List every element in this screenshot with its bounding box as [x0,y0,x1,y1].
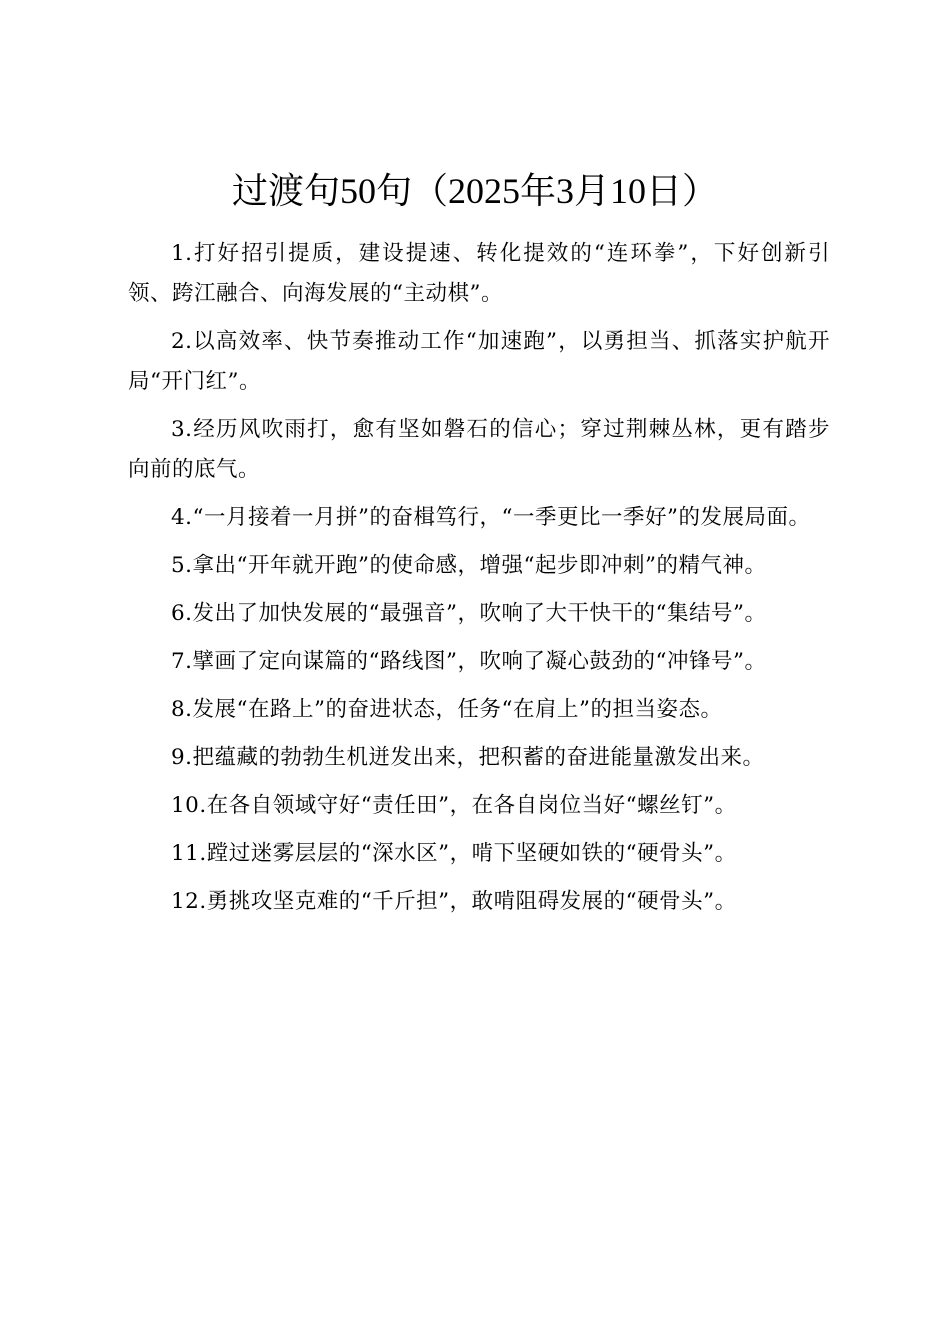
list-item: 1.打好招引提质，建设提速、转化提效的“连环拳”，下好创新引领、跨江融合、向海发展的“主动棋”。 [128,241,830,306]
list-item: 5.拿出“开年就开跑”的使命感，增强“起步即冲刺”的精气神。 [171,553,767,578]
list-item: 10.在各自领域守好“责任田”，在各自岗位当好“螺丝钉”。 [171,793,737,818]
list-item: 6.发出了加快发展的“最强音”，吹响了大干快干的“集结号”。 [171,601,767,626]
list-item: 8.发展“在路上”的奋进状态，任务“在肩上”的担当姿态。 [171,697,723,722]
list-item: 12.勇挑攻坚克难的“千斤担”，敢啃阻碍发展的“硬骨头”。 [171,889,737,914]
list-item: 3.经历风吹雨打，愈有坚如磐石的信心；穿过荆棘丛林，更有踏步向前的底气。 [128,417,830,482]
document-body [128,234,830,930]
list-item: 7.擘画了定向谋篇的“路线图”，吹响了凝心鼓劲的“冲锋号”。 [171,649,767,674]
list-item: 11.蹚过迷雾层层的“深水区”，啃下坚硬如铁的“硬骨头”。 [171,841,737,866]
document-title: 过渡句50句（2025年3月10日） [231,171,718,211]
list-item: 4.“一月接着一月拼”的奋楫笃行，“一季更比一季好”的发展局面。 [171,505,811,530]
list-item: 9.把蕴藏的勃勃生机迸发出来，把积蓄的奋进能量激发出来。 [171,745,765,770]
list-item: 2.以高效率、快节奏推动工作“加速跑”，以勇担当、抓落实护航开局“开门红”。 [128,329,830,394]
